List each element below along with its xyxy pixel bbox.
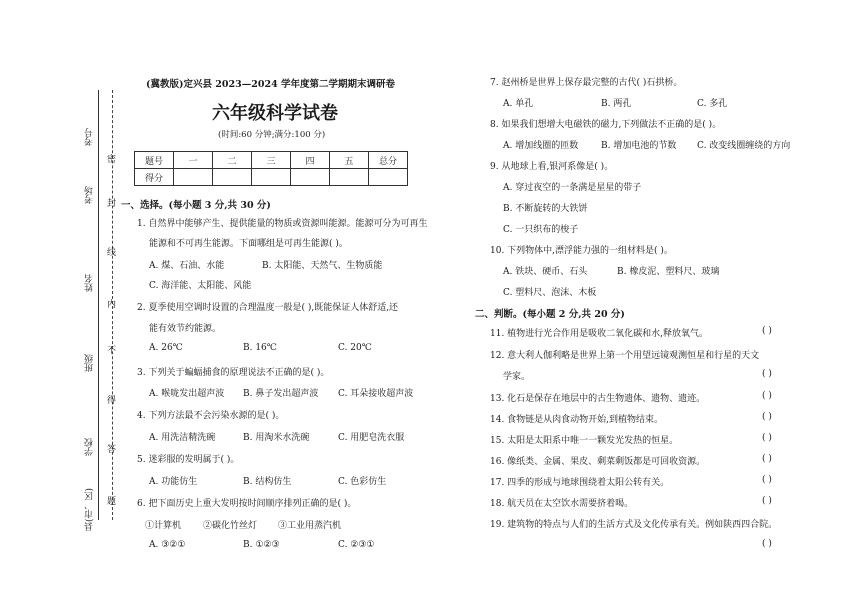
q13-answer-blank[interactable]: ( ) <box>762 391 772 401</box>
q8-line1: 8. 如果我们想增大电磁铁的磁力,下列做法不正确的是( )。 <box>490 120 722 130</box>
q16-text: 16. 像纸类、金属、果皮、剩菜剩饭都是可回收资源。 <box>490 457 706 467</box>
seal-char-6: 得 <box>107 396 117 406</box>
score-col-2: 二 <box>213 152 252 169</box>
q18-answer-blank[interactable]: ( ) <box>762 496 772 506</box>
q17-answer-blank[interactable]: ( ) <box>762 475 772 485</box>
q19-answer-blank[interactable]: ( ) <box>762 539 772 549</box>
score-table-header-row <box>135 152 408 169</box>
seal-char-4: 内 <box>107 300 117 310</box>
score-cell[interactable] <box>330 169 369 186</box>
q12-line2: 学家。 <box>503 372 531 382</box>
q6-item-2: ②碳化竹丝灯 <box>203 521 258 531</box>
q2-line1: 2. 夏季使用空调时设置的合理温度一般是( ),既能保证人体舒适,还 <box>137 303 399 313</box>
score-cell[interactable] <box>174 169 213 186</box>
seal-char-7: 答 <box>107 445 117 455</box>
q6-option-b: B. ①②③ <box>243 540 280 550</box>
score-col-5: 五 <box>330 152 369 169</box>
q3-option-c: C. 耳朵接收超声波 <box>338 389 414 399</box>
score-row-label: 题号 <box>135 152 174 169</box>
score-cell[interactable] <box>213 169 252 186</box>
sidebar-field-exam-room: 考场 <box>85 186 95 204</box>
q12-answer-blank[interactable]: ( ) <box>762 369 772 379</box>
q6-option-a: A. ③②① <box>149 540 186 550</box>
seal-char-1: 密 <box>107 155 117 165</box>
q8-option-c: C. 改变线圈缠绕的方向 <box>697 141 791 151</box>
q16-answer-blank[interactable]: ( ) <box>762 454 772 464</box>
q3-line1: 3. 下列关于蝙蝠捕食的原理说法不正确的是( )。 <box>137 368 330 378</box>
q9-option-a: A. 穿过夜空的一条满是星星的带子 <box>503 183 642 193</box>
q15-answer-blank[interactable]: ( ) <box>762 433 772 443</box>
score-col-1: 一 <box>174 152 213 169</box>
q19-text: 19. 建筑物的特点与人们的生活方式及文化传承有关。例如陕西四合院。 <box>490 520 778 530</box>
seal-char-3: 线 <box>107 248 117 258</box>
seal-char-5: 不 <box>107 346 117 356</box>
q1-line1: 1. 自然界中能够产生、提供能量的物质或资源叫能源。能源可分为可再生 <box>137 219 428 229</box>
score-row-label: 得分 <box>135 169 174 186</box>
q7-option-a: A. 单孔 <box>503 99 534 109</box>
q7-option-c: C. 多孔 <box>697 99 728 109</box>
q14-text: 14. 食物链是从肉食动物开始,到植物结束。 <box>490 415 664 425</box>
score-col-total: 总分 <box>369 152 408 169</box>
q2-option-a: A. 26℃ <box>149 343 183 353</box>
q2-option-c: C. 20℃ <box>338 343 372 353</box>
seal-char-8: 题 <box>107 497 117 507</box>
score-cell[interactable] <box>291 169 330 186</box>
sidebar-field-exam-number: 考号 <box>85 128 95 146</box>
q4-option-a: A. 用洗洁精洗碗 <box>149 433 216 443</box>
q10-option-b: B. 橡皮泥、塑料尺、玻璃 <box>617 267 720 277</box>
q6-line1: 6. 把下面历史上重大发明按时间顺序排列正确的是( )。 <box>137 499 357 509</box>
page-title: 六年级科学试卷 <box>212 103 338 124</box>
q18-text: 18. 航天员在太空饮水需要挤着喝。 <box>490 499 634 509</box>
exam-subtitle: (冀教版)定兴县 2023—2024 学年度第二学期期末调研卷 <box>146 79 395 90</box>
q7-option-b: B. 两孔 <box>601 99 632 109</box>
q13-text: 13. 化石是保存在地层中的古生物遗体、遗物、遗迹。 <box>490 394 706 404</box>
q4-option-c: C. 用肥皂洗衣服 <box>338 433 405 443</box>
q4-option-b: B. 用淘米水洗碗 <box>243 433 310 443</box>
q6-option-c: C. ②③① <box>338 540 375 550</box>
q10-option-c: C. 塑料尺、泡沫、木板 <box>503 288 597 298</box>
sidebar-field-name: 姓名 <box>85 274 95 292</box>
sidebar-rule <box>98 90 99 520</box>
q2-line2: 能有效节约能源。 <box>149 324 222 334</box>
q5-option-c: C. 色彩仿生 <box>338 477 387 487</box>
score-table <box>134 151 408 186</box>
sidebar-field-county: 县(市、区) <box>85 488 95 532</box>
q2-option-b: B. 16℃ <box>243 343 277 353</box>
sidebar-field-class: 班级 <box>85 354 95 372</box>
q5-option-b: B. 结构仿生 <box>243 477 292 487</box>
score-table-score-row <box>135 169 408 186</box>
score-col-3: 三 <box>252 152 291 169</box>
q8-option-b: B. 增加电池的节数 <box>601 141 677 151</box>
q12-line1: 12. 意大利人伽利略是世界上第一个用望远镜观测恒星和行星的天文 <box>490 351 760 361</box>
score-cell[interactable] <box>252 169 291 186</box>
q5-option-a: A. 功能仿生 <box>149 477 198 487</box>
q1-option-a: A. 煤、石油、水能 <box>149 261 225 271</box>
score-col-4: 四 <box>291 152 330 169</box>
q15-text: 15. 太阳是太阳系中唯一一颗发光发热的恒星。 <box>490 436 679 446</box>
q1-option-c: C. 海洋能、太阳能、风能 <box>149 281 252 291</box>
q6-item-1: ①计算机 <box>145 521 182 531</box>
q9-line1: 9. 从地球上看,银河系像是( )。 <box>490 162 614 172</box>
q4-line1: 4. 下列方法最不会污染水源的是( )。 <box>137 411 285 421</box>
section1-heading: 一、选择。(每小题 3 分,共 30 分) <box>121 200 271 211</box>
q6-item-3: ③工业用蒸汽机 <box>278 521 342 531</box>
sidebar-field-school: 学校 <box>85 438 95 456</box>
seal-char-2: 封 <box>107 199 117 209</box>
q10-line1: 10. 下列物体中,漂浮能力强的一组材料是( )。 <box>490 246 673 256</box>
q17-text: 17. 四季的形成与地球围绕着太阳公转有关。 <box>490 478 670 488</box>
q10-option-a: A. 铁块、硬币、石头 <box>503 267 588 277</box>
q9-option-b: B. 不断旋转的大铁饼 <box>503 204 588 214</box>
q3-option-a: A. 喉咙发出超声波 <box>149 389 225 399</box>
q8-option-a: A. 增加线圈的匝数 <box>503 141 579 151</box>
section2-heading: 二、判断。(每小题 2 分,共 20 分) <box>475 309 625 320</box>
q11-text: 11. 植物进行光合作用是吸收二氧化碳和水,释放氧气。 <box>490 329 709 339</box>
q7-line1: 7. 赵州桥是世界上保存最完整的古代( )石拱桥。 <box>490 78 683 88</box>
q1-line2: 能源和不可再生能源。下面哪组是可再生能源( )。 <box>149 239 348 249</box>
score-cell[interactable] <box>369 169 408 186</box>
q9-option-c: C. 一只织布的梭子 <box>503 225 579 235</box>
exam-meta: (时间:60 分钟;满分:100 分) <box>218 130 326 140</box>
q11-answer-blank[interactable]: ( ) <box>762 326 772 336</box>
q5-line1: 5. 迷彩服的发明属于( )。 <box>137 455 240 465</box>
q1-option-b: B. 太阳能、天然气、生物质能 <box>262 261 383 271</box>
q3-option-b: B. 鼻子发出超声波 <box>243 389 319 399</box>
q14-answer-blank[interactable]: ( ) <box>762 412 772 422</box>
